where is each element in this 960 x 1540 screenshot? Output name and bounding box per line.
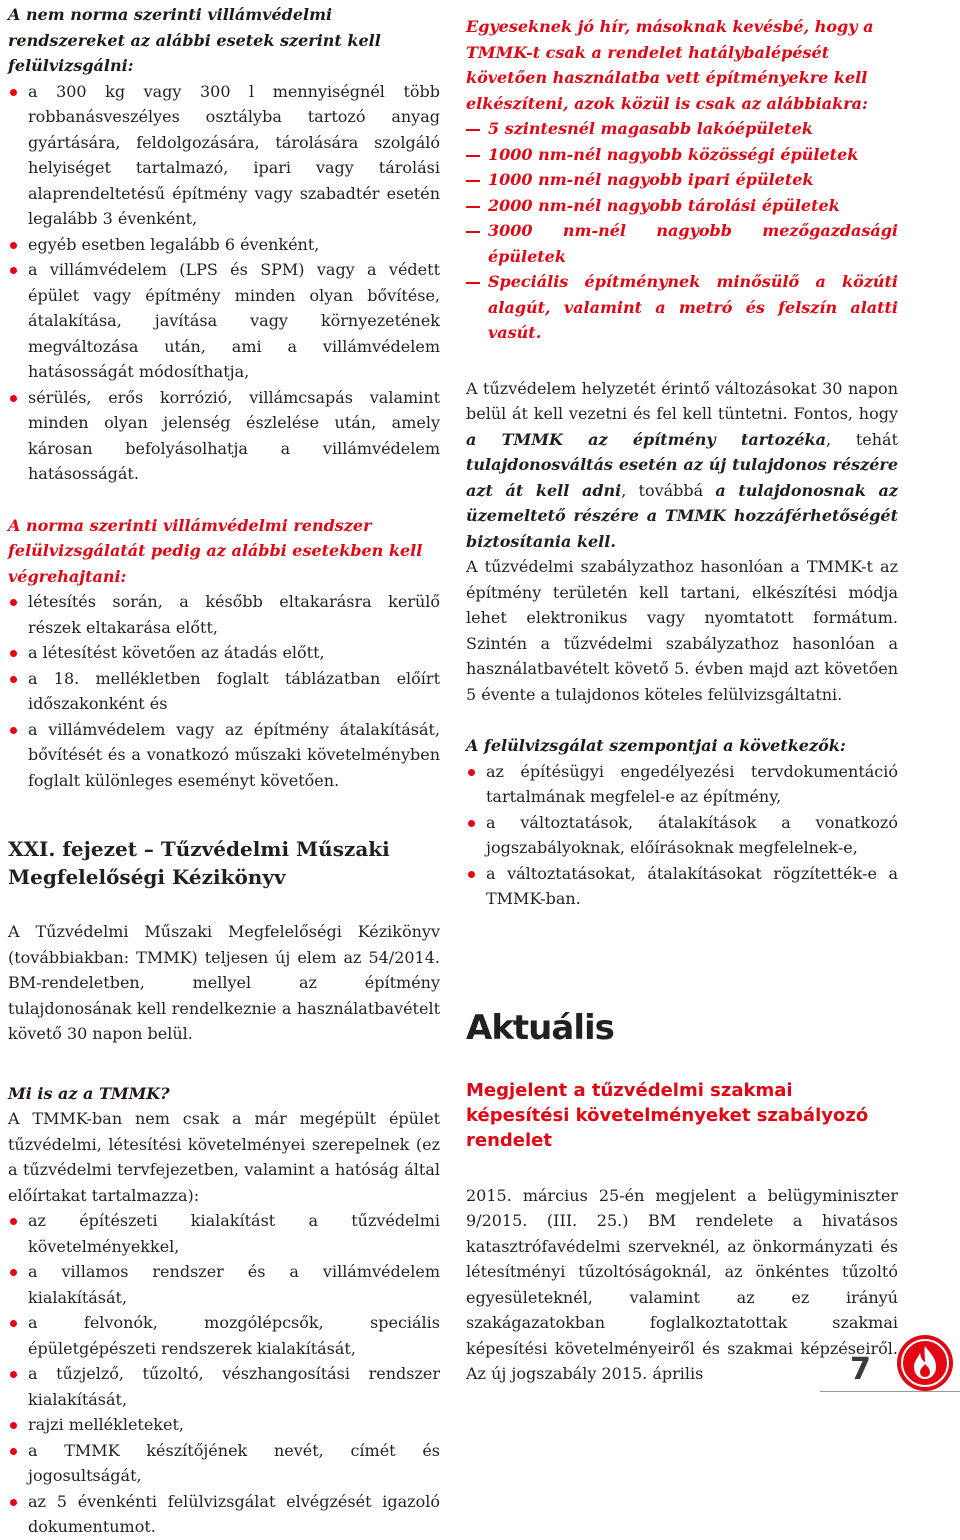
list-standard — [8, 589, 440, 793]
list-item: a változtatások, átalakítások a vonatkozó jogszabályoknak, előírásoknak megfelelnek-e, — [466, 810, 898, 861]
chapter-number: XXI. — [8, 837, 56, 861]
list-item: a tűzjelző, tűzoltó, vészhangosítási rendszer kialakítását, — [8, 1361, 440, 1412]
list-item: 5 szintesnél magasabb lakóépületek — [466, 116, 898, 142]
list-item: a felvonók, mozgólépcsők, speciális épületgépészeti rendszerek kialakítását, — [8, 1310, 440, 1361]
list-item: a létesítést követően az átadás előtt, — [8, 640, 440, 666]
text-run: tulajdonosváltás esetén az új tulajdonos részére azt át kell adni — [466, 455, 898, 500]
list-item: a villámvédelem (LPS és SPM) vagy a védett épület vagy építmény minden olyan bővítése, átalakítása, javítása vagy környezetének megváltozása után, ami a villámvédelem hatásosságát módosíthatja, — [8, 257, 440, 385]
section-title-standard: A norma szerinti villámvédelmi rendszer felülvizsgálatát pedig az alábbi esetekben kell végrehajtani: — [8, 515, 423, 586]
left-column — [8, 0, 440, 1540]
intro-text: Egyeseknek jó hír, másoknak kevésbé, hogy a TMMK-t csak a rendelet hatálybalépését követően használatba vett építményekre kell elkészíteni, azok közül is csak az alábbiakra: — [466, 17, 874, 113]
text-run: a tulajdonosnak az üzemeltető részére a TMMK hozzáférhetőségét biztosítania kell. — [466, 480, 899, 551]
page-number: 7 — [850, 1352, 871, 1387]
list-item: 2000 nm-nél nagyobb tárolási épületek — [466, 193, 898, 219]
list-item: 1000 nm-nél nagyobb ipari épületek — [466, 167, 898, 193]
list-item: Speciális építménynek minősülő a közúti alagút, valamint a metró és felszín alatti vasút. — [466, 269, 898, 346]
text-run: , továbbá — [621, 480, 716, 500]
list-nonstandard — [8, 79, 440, 487]
text-run: , tehát — [825, 429, 899, 449]
question-title: Mi is az a TMMK? — [8, 1083, 170, 1103]
list-item: a villamos rendszer és a villámvédelem kialakítását, — [8, 1259, 440, 1310]
list-review-aspects — [466, 759, 898, 912]
list-item: 1000 nm-nél nagyobb közösségi épületek — [466, 142, 898, 168]
news-title: Megjelent a tűzvédelmi szakmai képesítési követelményeket szabályozó rendelet — [466, 1079, 869, 1151]
list-tmmk-contents — [8, 1208, 440, 1540]
paragraph-changes — [466, 376, 898, 555]
list-item: sérülés, erős korrózió, villámcsapás valamint minden olyan jelenség észlelése után, amely károsan befolyásolhatja a villámvédelem hatásosságát. — [8, 385, 440, 487]
list-item: a 18. mellékletben foglalt táblázatban előírt időszakonként és — [8, 666, 440, 717]
chapter-heading — [8, 835, 440, 891]
list-item: a TMMK készítőjének nevét, címét és jogosultságát, — [8, 1438, 440, 1489]
list-building-types — [466, 116, 898, 346]
list-item: az építésügyi engedélyezési tervdokumentáció tartalmának megfelel-e az építmény, — [466, 759, 898, 810]
check-title: A felülvizsgálat szempontjai a következők: — [466, 736, 846, 755]
text-run: A tűzvédelem helyzetét érintő változásokat 30 napon belül át kell vezetni és fel kell tüntetni. Fontos, hogy — [466, 378, 898, 423]
list-item: a 300 kg vagy 300 l mennyiségnél több robbanásveszélyes osztályba tartozó anyag gyártására, feldolgozására, tárolására szolgáló helyiséget tartalmazó, ipari vagy tárolási alaprendeltetésű építmény vagy szabadtér esetén legalább 3 évenként, — [8, 79, 440, 232]
list-item: az 5 évenkénti felülvizsgálat elvégzését igazoló dokumentumot. — [8, 1489, 440, 1540]
chapter-title: fejezet – Tűzvédelmi Műszaki Megfelelőségi Kézikönyv — [8, 837, 390, 889]
list-item: 3000 nm-nél nagyobb mezőgazdasági épületek — [466, 218, 898, 269]
section-title-nonstandard: A nem norma szerinti villámvédelmi rendszereket az alábbi esetek szerint kell felülvizsgálni: — [8, 5, 381, 75]
news-body: 2015. március 25-én megjelent a belügyminiszter 9/2015. (III. 25.) BM rendelete a hivatásos katasztrófavédelmi szerveknél, az önkormányzati és létesítményi tűzoltóságoknál, az önkéntes tűzoltó egyesületeknél, valamint az ez irányú szakágazatokban foglalkoztatottak szakmai képesítési követelményeiről és szakmai képzéseiről. Az új jogszabály 2015. április — [466, 1185, 898, 1383]
paragraph-storage: A tűzvédelmi szabályzathoz hasonlóan a TMMK-t az építmény területén kell tartani, elkészítési módja lehet elektronikus vagy nyomtatott formátum. Szintén a tűzvédelmi szabályzathoz hasonlóan a használatbavételt követő 5. évben majd azt követően 5 évente a tulajdonos köteles felülvizsgáltatni. — [466, 557, 898, 704]
list-item: létesítés során, a később eltakarásra kerülő részek eltakarása előtt, — [8, 589, 440, 640]
list-item: rajzi mellékleteket, — [8, 1412, 440, 1438]
flame-logo-icon — [896, 1334, 954, 1392]
list-item: a villámvédelem vagy az építmény átalakítását, bővítését és a vonatkozó műszaki követelményben foglalt különleges eseményt követően. — [8, 717, 440, 794]
text-run: a TMMK az építmény tartozéka — [466, 429, 826, 449]
question-body: A TMMK-ban nem csak a már megépült épület tűzvédelmi, létesítési követelményei szerepelnek (ez a tűzvédelmi tervfejezetben, valamint a hatóság által előírtakat tartalmazza): — [8, 1109, 440, 1205]
right-column — [466, 0, 898, 1387]
list-item: a változtatásokat, átalakításokat rögzítették-e a TMMK-ban. — [466, 861, 898, 912]
list-item: egyéb esetben legalább 6 évenként, — [8, 232, 440, 258]
chapter-body: A Tűzvédelmi Műszaki Megfelelőségi Kézikönyv (továbbiakban: TMMK) teljesen új elem az 54/2014. BM-rendeletben, mellyel az építmény tulajdonosának kell rendelkeznie a használatbavételt követő 30 napon belül. — [8, 922, 440, 1043]
list-item: az építészeti kialakítást a tűzvédelmi követelményekkel, — [8, 1208, 440, 1259]
section-heading-current: Aktuális — [466, 1007, 614, 1048]
